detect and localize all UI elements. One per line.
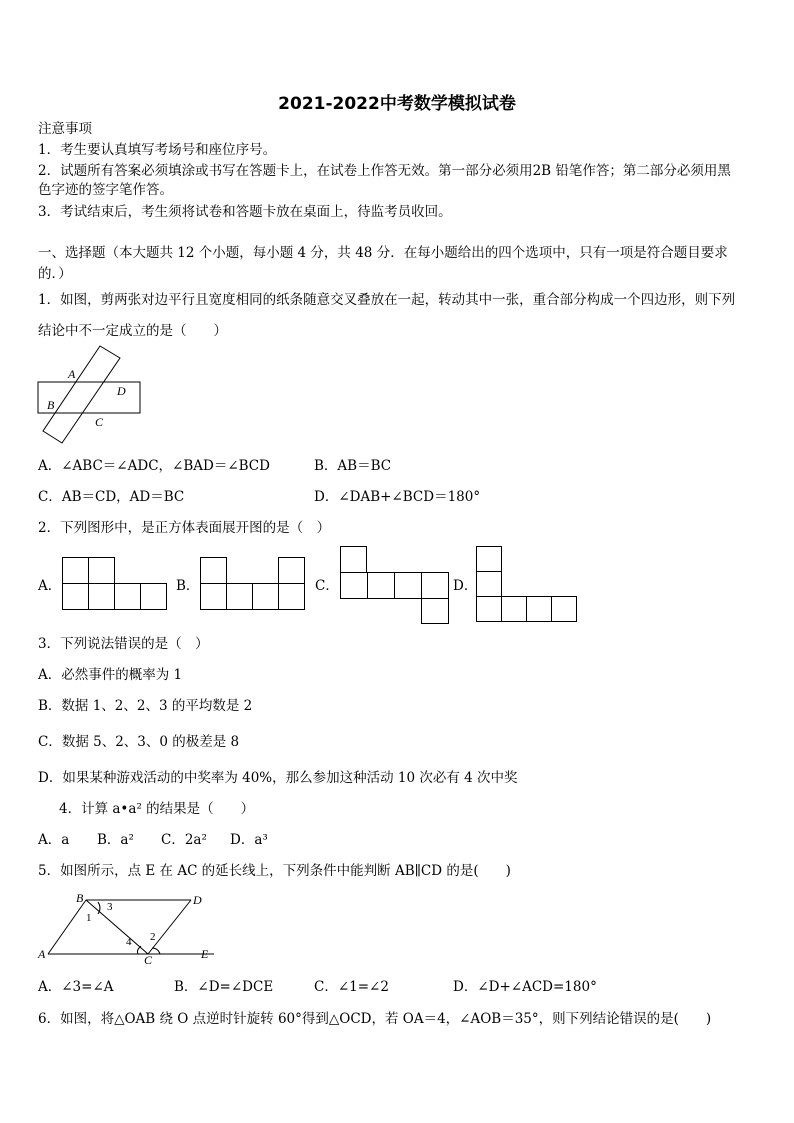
q5-label-a: A [38,947,46,961]
q3-stem: 3．下列说法错误的是（ ） [38,636,209,652]
q2-net-a [62,557,172,613]
q5-label-c: C [144,953,153,967]
q1-option-c: C．AB＝CD，AD＝BC [38,489,185,505]
q5-option-b: B．∠D=∠DCE [174,979,274,995]
q5-stem: 5．如图所示，点 E 在 AC 的延长线上，下列条件中能判断 AB∥CD 的是( ) [38,863,511,879]
q2-option-b-label: B． [176,578,200,594]
q1-stem-line1: 1．如图，剪两张对边平行且宽度相同的纸条随意交叉叠放在一起，转动其中一张，重合部分构成一个四边形，则下列 [38,292,736,308]
q4-option-d: D．a³ [230,832,268,848]
q5-figure [36,890,216,965]
q2-net-b [200,557,310,613]
q1-option-b: B．AB＝BC [314,458,392,474]
q4-option-c: C．2a² [161,832,207,848]
q2-option-a-label: A． [38,578,62,594]
section-heading-line2: 的．） [38,266,72,282]
q5-angle-1: 1 [86,912,92,924]
q4-option-b: B．a² [97,832,134,848]
q1-label-c: C [95,415,104,429]
q2-option-c-label: C． [315,578,339,594]
notice-item: 2．试题所有答案必须填涂或书写在答题卡上，在试卷上作答无效。第一部分必须用2B 铅笔作答；第二部分必须用黑 [38,163,731,179]
rotated-strip [43,346,120,443]
q1-stem-line2: 结论中不一定成立的是（ ） [38,323,227,339]
q4-stem: 4．计算 a•a² 的结果是（ ） [59,801,255,817]
q2-stem: 2．下列图形中，是正方体表面展开图的是（ ） [38,520,331,536]
q1-label-b: B [47,398,55,412]
q5-angle-2: 2 [150,931,156,943]
q1-label-a: A [68,367,76,381]
q5-option-a: A．∠3=∠A [38,979,114,995]
q1-figure [37,345,147,440]
q5-angle-4: 4 [126,936,132,948]
q5-angle-3: 3 [107,901,113,913]
page-title: 2021-2022中考数学模拟试卷 [278,94,516,114]
q2-option-d-label: D． [453,578,478,594]
section-heading-line1: 一、选择题（本大题共 12 个小题，每小题 4 分，共 48 分．在每小题给出的四个选项中，只有一项是符合题目要求 [38,245,728,261]
q3-option-b: B．数据 1、2、2、3 的平均数是 2 [38,698,253,714]
q2-net-d [476,546,580,624]
q5-label-b: B [76,891,84,905]
notice-item: 3．考试结束后，考生须将试卷和答题卡放在桌面上，待监考员收回。 [38,204,452,220]
q2-net-c [340,546,452,626]
q3-option-c: C．数据 5、2、3、0 的极差是 8 [38,734,240,750]
notice-item: 1．考生要认真填写考场号和座位序号。 [38,142,277,158]
q5-label-e: E [201,947,209,961]
q4-option-a: A．a [38,832,70,848]
q3-option-a: A．必然事件的概率为 1 [38,667,183,683]
q5-option-c: C．∠1=∠2 [314,979,389,995]
q5-option-d: D．∠D+∠ACD=180° [453,979,597,995]
notice-item: 色字迹的签字笔作答。 [38,182,173,198]
q5-label-d: D [193,893,202,907]
q1-label-d: D [117,384,126,398]
q6-stem: 6．如图，将△OAB 绕 O 点逆时针旋转 60°得到△OCD，若 OA＝4，∠AOB＝35°，则下列结论错误的是( ) [38,1011,712,1027]
q1-option-d: D．∠DAB+∠BCD＝180° [314,489,481,505]
q1-option-a: A．∠ABC＝∠ADC，∠BAD＝∠BCD [38,458,270,474]
notice-heading: 注意事项 [38,121,92,137]
q3-option-d: D．如果某种游戏活动的中奖率为 40%，那么参加这种活动 10 次必有 4 次中奖 [38,770,518,786]
